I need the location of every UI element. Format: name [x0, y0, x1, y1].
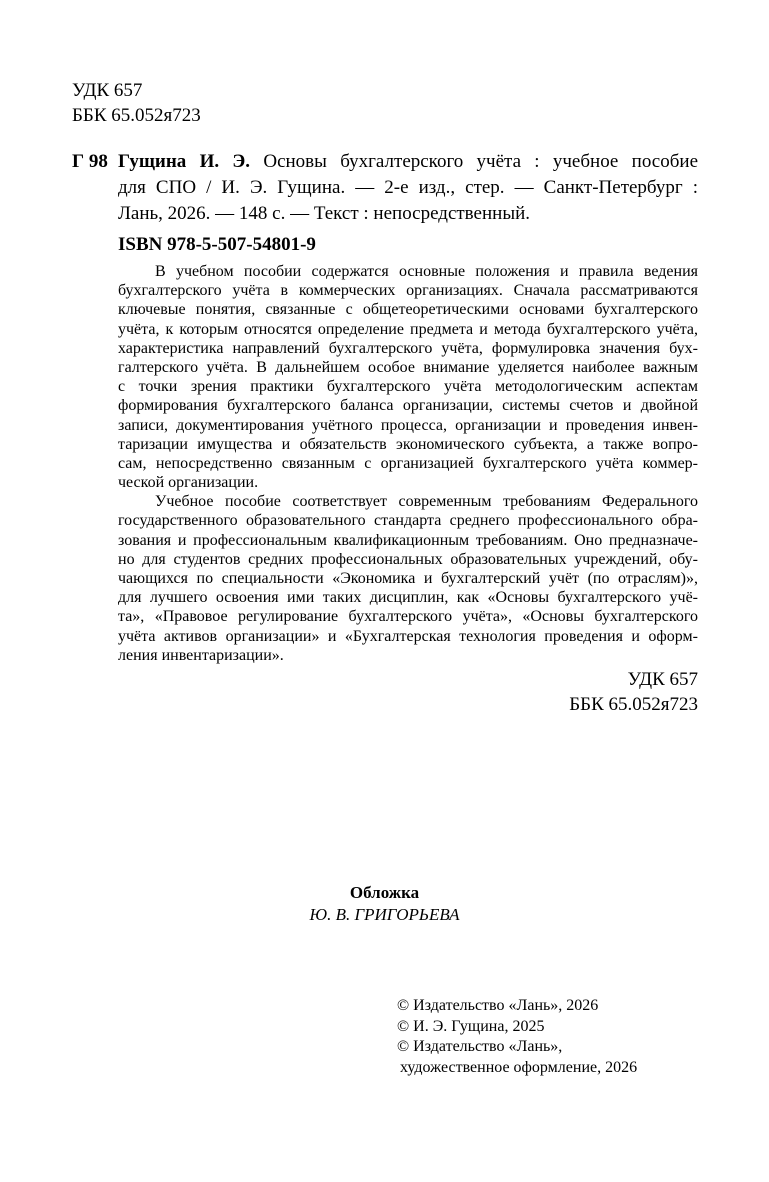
copyright-line: художественное оформление, 2026 — [400, 1058, 638, 1076]
cutter-code: Г 98 — [72, 151, 108, 172]
copyright-line: © И. Э. Гущина, 2025 — [397, 1017, 545, 1035]
isbn: ISBN 978-5-507-54801-9 — [118, 234, 316, 255]
author-name: Гущина И. Э. — [118, 151, 251, 172]
annotation-line: учёта, к которым относятся определение предмета и метода бухгалтерского учёта, — [118, 320, 698, 338]
annotation-line: записи, документирования учётного процесса, организации и проведения инвен- — [118, 416, 698, 434]
udk-code: УДК 657 — [72, 80, 143, 101]
annotation-line: государственного образовательного стандарта среднего профессионального обра- — [118, 512, 698, 530]
annotation-line: таризации имущества и обязательств экономического субъекта, а также вопро- — [118, 435, 698, 453]
annotation-line: ления инвентаризации». — [118, 646, 284, 664]
classification-top — [72, 78, 201, 128]
classification-bottom — [569, 667, 698, 717]
annotation-line: галтерского учёта. В дальнейшем особое внимание уделяется наиболее важным — [118, 358, 698, 376]
annotation-line: Учебное пособие соответствует современным требованиям Федерального — [155, 493, 698, 511]
bbk-code: ББК 65.052я723 — [72, 105, 201, 126]
copyright-block — [397, 996, 637, 1078]
annotation-line: характеристика направлений бухгалтерского учёта, формулировка значения бух- — [118, 339, 698, 357]
annotation-line: бухгалтерского учёта в коммерческих организациях. Сначала рассматриваются — [118, 282, 698, 300]
copyright-line: © Издательство «Лань», — [397, 1038, 563, 1055]
annotation-line: В учебном пособии содержатся основные положения и правила ведения — [155, 263, 698, 280]
annotation-line: сам, непосредственно связанным с организацией бухгалтерского учёта коммер- — [118, 454, 698, 472]
annotation-line: та», «Правовое регулирование бухгалтерского учёта», «Основы бухгалтерского — [118, 608, 698, 626]
annotation-line: формирования бухгалтерского баланса организации, системы счетов и двойной — [118, 397, 698, 415]
udk-code: УДК 657 — [627, 669, 698, 690]
annotation-line: ческой организации. — [118, 474, 259, 492]
annotation-paragraph-1 — [118, 262, 698, 492]
copyright-line: © Издательство «Лань», 2026 — [397, 997, 599, 1014]
biblio-line-3: Лань, 2026. — 148 с. — Текст : непосредственный. — [118, 203, 530, 224]
bbk-code: ББК 65.052я723 — [569, 694, 698, 715]
bibliographic-record — [118, 149, 698, 227]
cover-title: Обложка — [349, 883, 420, 902]
cover-credits — [0, 882, 769, 926]
annotation — [118, 262, 698, 665]
annotation-paragraph-2 — [118, 492, 698, 665]
annotation-line: чающихся по специальности «Экономика и бухгалтерский учёт (по отраслям)», — [118, 570, 698, 587]
cover-artist: Ю. В. ГРИГОРЬЕВА — [309, 905, 460, 924]
annotation-line: для лучшего освоения ими таких дисциплин, как «Основы бухгалтерского учё- — [118, 589, 698, 607]
book-title: Основы бухгалтерского учёта : учебное пособие — [263, 151, 698, 172]
annotation-line: ключевые понятия, связанные с общетеоретическими основами бухгалтерского — [118, 301, 698, 319]
annotation-line: но для студентов средних профессиональных образовательных учреждений, обу- — [118, 550, 698, 568]
annotation-line: с точки зрения практики бухгалтерского учёта методологическим аспектам — [118, 378, 698, 396]
biblio-line-2: для СПО / И. Э. Гущина. — 2-е изд., стер. — Санкт-Петербург : — [118, 177, 698, 198]
annotation-line: зования и профессиональным квалификационным требованиям. Оно предназначе- — [118, 531, 698, 549]
biblio-line-1 — [118, 149, 698, 175]
annotation-line: учёта активов организации» и «Бухгалтерская технология проведения и оформ- — [118, 627, 698, 645]
